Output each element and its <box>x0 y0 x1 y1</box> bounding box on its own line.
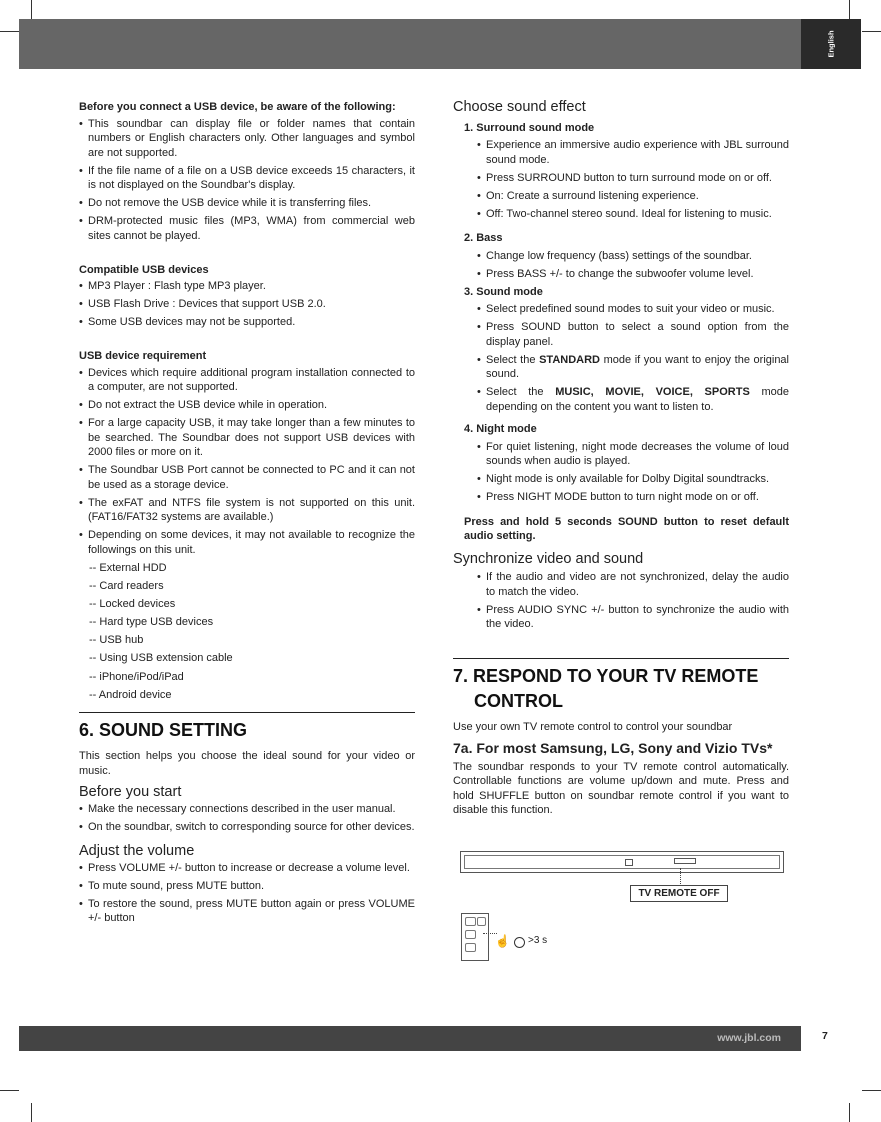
respond-title <box>453 665 789 712</box>
crop-mark <box>849 0 850 19</box>
crop-mark <box>0 1090 19 1091</box>
list-item: • USB Flash Drive : Devices that support USB 2.0. <box>79 297 415 312</box>
list-item: • Press VOLUME +/- button to increase or decrease a volume level. <box>79 861 415 876</box>
crop-mark <box>31 1103 32 1122</box>
usb-warning-list <box>79 117 415 244</box>
sync-heading: Synchronize video and sound <box>453 550 644 567</box>
soundbar-illustration <box>460 851 784 873</box>
mode-name: MUSIC, MOVIE, VOICE, SPORTS <box>555 386 750 398</box>
soundbar-panel <box>464 855 780 869</box>
unsupported-device-list <box>79 561 415 703</box>
respond-body: The soundbar responds to your TV remote control automatically. Controllable functions are volume up/down and mute. Press and hold SHUFFLE button on soundbar remote control if you want to disable this function. <box>453 760 789 816</box>
list-item: • This soundbar can display file or folder names that contain numbers or English characters only. Other languages and symbol are not supported. <box>79 117 415 161</box>
crop-mark <box>862 31 881 32</box>
sound-effect-options <box>464 121 789 544</box>
page-number: 7 <box>822 1030 828 1042</box>
list-item: • The Soundbar USB Port cannot be connected to PC and it can not be used as a storage device. <box>79 463 415 492</box>
mode-name: STANDARD <box>539 353 600 366</box>
list-item <box>477 385 789 414</box>
requirement-heading: USB device requirement <box>79 350 207 362</box>
list-item: • On: Create a surround listening experience. <box>477 189 789 204</box>
remote-button <box>465 917 476 926</box>
crop-mark <box>31 0 32 19</box>
soundbar-sensor <box>625 859 633 866</box>
sound-setting-intro: This section helps you choose the ideal sound for your video or music. <box>79 750 415 777</box>
before-start-list <box>79 802 415 835</box>
list-item: • The exFAT and NTFS file system is not supported on this unit. (FAT16/FAT32 systems are available.) <box>79 496 415 525</box>
header-bar <box>19 19 801 69</box>
list-item: • For quiet listening, night mode decreases the volume of loud sounds when audio is played. <box>477 440 789 469</box>
remote-control-illustration <box>461 913 489 961</box>
footer-url: www.jbl.com <box>717 1032 781 1044</box>
clock-icon <box>514 937 525 948</box>
list-item: • If the audio and video are not synchronized, delay the audio to match the video. <box>477 570 789 599</box>
list-item: • DRM-protected music files (MP3, WMA) from commercial web sites cannot be played. <box>79 214 415 243</box>
list-item: • Press SOUND button to select a sound option from the display panel. <box>477 320 789 349</box>
press-hand-icon: ☝ <box>495 934 510 948</box>
list-item: -- USB hub <box>89 634 144 647</box>
list-item: -- Android device <box>89 688 172 701</box>
sound-effect-heading: Choose sound effect <box>453 99 586 115</box>
section-divider <box>79 712 415 713</box>
language-tab <box>801 19 861 69</box>
respond-intro: Use your own TV remote control to control your soundbar <box>453 720 733 733</box>
list-item: • Select predefined sound modes to suit your video or music. <box>477 302 789 317</box>
sync-list <box>477 570 789 632</box>
text-fragment: Select the <box>486 353 540 366</box>
list-item: • To mute sound, press MUTE button. <box>79 879 415 894</box>
list-item: • To restore the sound, press MUTE button again or press VOLUME +/- button <box>79 897 415 926</box>
list-item: • On the soundbar, switch to corresponding source for other devices. <box>79 820 415 835</box>
left-column <box>79 100 415 929</box>
list-item: • Experience an immersive audio experience with JBL surround sound mode. <box>477 138 789 167</box>
sound-setting-title: 6. SOUND SETTING <box>79 720 248 741</box>
text-fragment: mode depending on the content you want to listen to. <box>486 386 789 413</box>
list-item: • Do not remove the USB device while it is transferring files. <box>79 196 415 211</box>
list-item: • Press NIGHT MODE button to turn night mode on or off. <box>477 490 789 505</box>
list-item: • Press AUDIO SYNC +/- button to synchronize the audio with the video. <box>477 603 789 632</box>
list-item: -- Card readers <box>89 579 164 592</box>
list-item: -- Hard type USB devices <box>89 616 214 629</box>
list-item: • Do not extract the USB device while in operation. <box>79 398 415 413</box>
surround-heading: 1. Surround sound mode <box>464 121 595 134</box>
reset-note: Press and hold 5 seconds SOUND button to reset default audio setting. <box>464 515 789 542</box>
crop-mark <box>849 1103 850 1122</box>
sound-mode-heading: 3. Sound mode <box>464 285 543 298</box>
crop-mark <box>862 1090 881 1091</box>
compatible-heading: Compatible USB devices <box>79 263 209 276</box>
language-label: English <box>826 30 836 58</box>
surround-list <box>477 138 789 221</box>
list-item: • Some USB devices may not be supported. <box>79 315 415 330</box>
adjust-volume-list <box>79 861 415 926</box>
sound-mode-list <box>477 302 789 414</box>
remote-button <box>465 943 476 952</box>
remote-button <box>465 930 476 939</box>
list-item: • Night mode is only available for Dolby Digital soundtracks. <box>477 472 789 487</box>
usb-warning-heading: Before you connect a USB device, be aware of the following: <box>79 101 396 113</box>
list-item: • Off: Two-channel stereo sound. Ideal for listening to music. <box>477 207 789 222</box>
callout-line <box>680 868 681 886</box>
press-duration: >3 s <box>528 935 548 946</box>
respond-subheading: 7a. For most Samsung, LG, Sony and Vizio TVs* <box>453 740 773 756</box>
list-item: -- External HDD <box>89 561 167 574</box>
crop-mark <box>0 31 19 32</box>
night-mode-heading: 4. Night mode <box>464 423 537 435</box>
respond-title-line2: CONTROL <box>474 690 563 711</box>
sync-options <box>464 570 789 632</box>
list-item: • Press SURROUND button to turn surround mode on or off. <box>477 171 789 186</box>
list-item: -- Using USB extension cable <box>89 652 233 665</box>
compatible-list <box>79 279 415 330</box>
list-item: • Devices which require additional program installation connected to a computer, are not supported. <box>79 366 415 395</box>
respond-title-line1: 7. RESPOND TO YOUR TV REMOTE <box>453 665 759 686</box>
text-fragment: Select the <box>486 386 556 398</box>
list-item: • Make the necessary connections described in the user manual. <box>79 802 415 817</box>
list-item: -- iPhone/iPod/iPad <box>89 670 184 683</box>
list-item <box>477 353 789 382</box>
list-item: • MP3 Player : Flash type MP3 player. <box>79 279 415 294</box>
footer-bar <box>19 1026 801 1051</box>
before-start-heading: Before you start <box>79 784 182 801</box>
text-fragment: mode if you want to enjoy the original sound. <box>486 353 789 380</box>
bass-heading: 2. Bass <box>464 232 503 244</box>
list-item: • Change low frequency (bass) settings of the soundbar. <box>477 249 789 264</box>
list-item: • If the file name of a file on a USB device exceeds 15 characters, it is not displayed on the Soundbar's display. <box>79 164 415 193</box>
requirement-list <box>79 366 415 558</box>
section-divider <box>453 658 789 659</box>
right-column <box>453 100 789 818</box>
list-item: • Press BASS +/- to change the subwoofer volume level. <box>477 267 789 282</box>
list-item: -- Locked devices <box>89 597 176 610</box>
soundbar-display <box>674 858 696 864</box>
list-item: • For a large capacity USB, it may take longer than a few minutes to be searched. The Soundbar does not support USB devices with 2000 files or more on it. <box>79 416 415 460</box>
tv-remote-diagram <box>453 848 793 963</box>
tv-remote-off-label: TV REMOTE OFF <box>630 885 728 902</box>
adjust-volume-heading: Adjust the volume <box>79 843 195 860</box>
bass-list <box>477 249 789 282</box>
night-mode-list <box>477 440 789 505</box>
remote-button <box>477 917 486 926</box>
list-item: • Depending on some devices, it may not available to recognize the followings on this unit. <box>79 528 415 557</box>
